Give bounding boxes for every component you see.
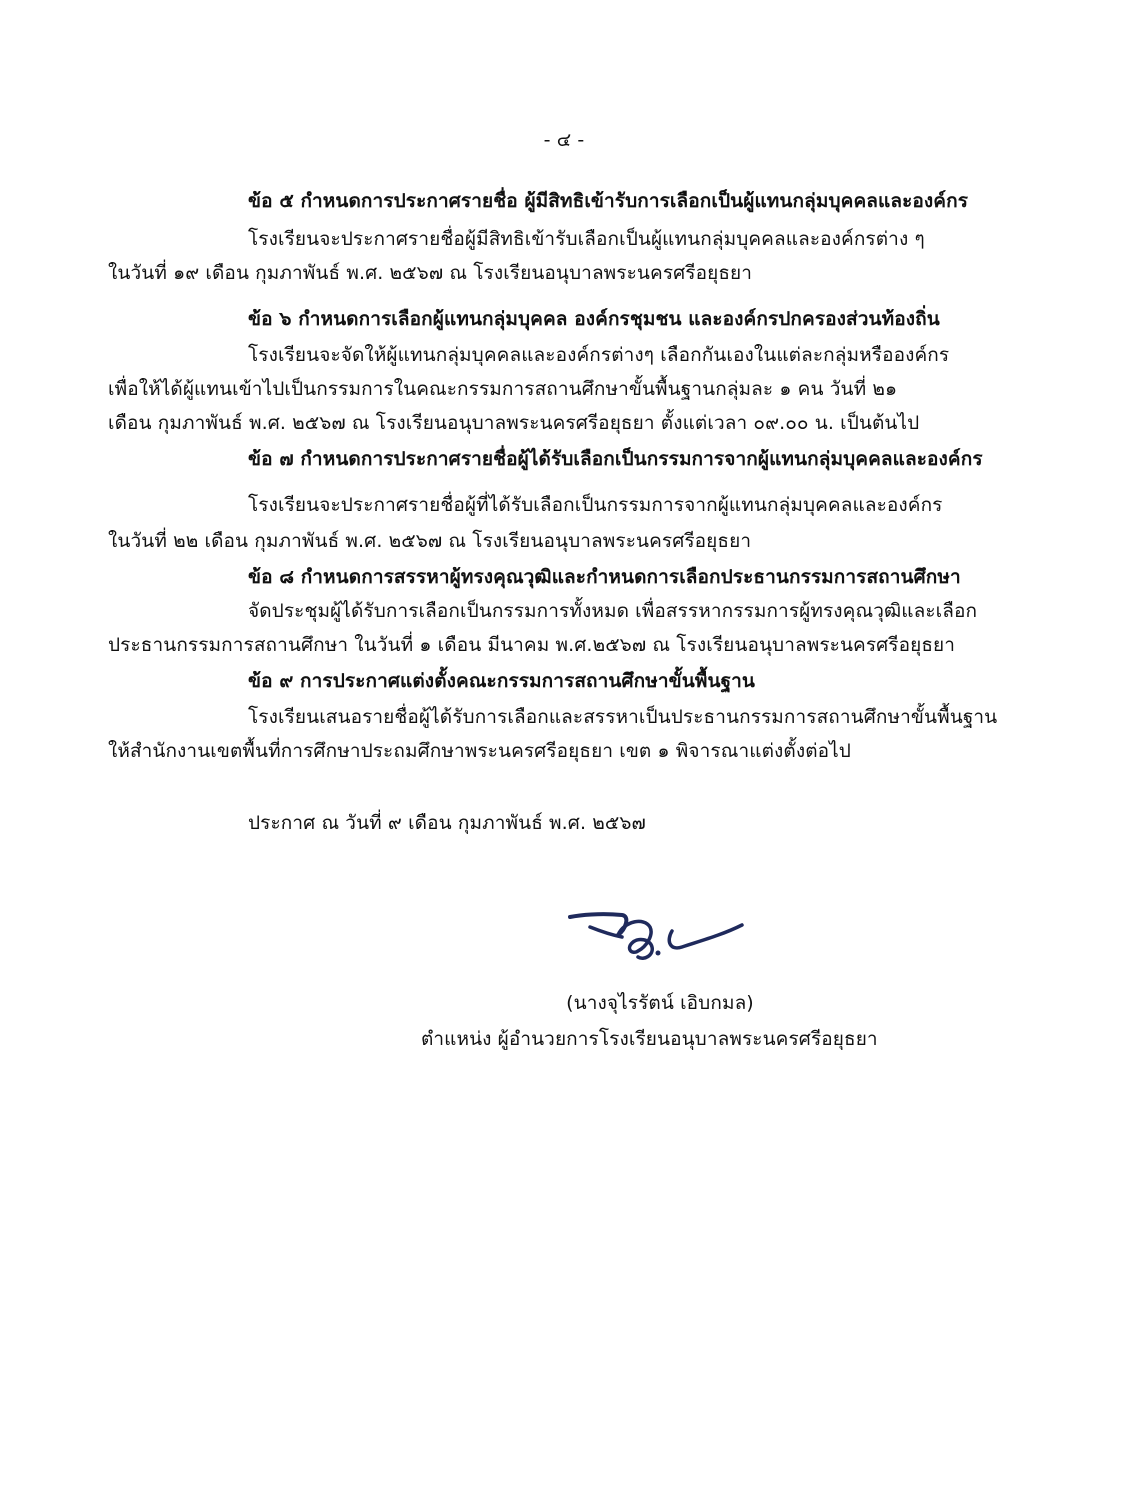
section-8-line-1: จัดประชุมผู้ได้รับการเลือกเป็นกรรมการทั้งหมด เพื่อสรรหากรรมการผู้ทรงคุณวุฒิและเลือก <box>248 600 978 622</box>
section-6-line-1: โรงเรียนจะจัดให้ผู้แทนกลุ่มบุคคลและองค์กรต่างๆ เลือกกันเองในแต่ละกลุ่มหรือองค์กร <box>248 344 950 366</box>
section-7-line-1: โรงเรียนจะประกาศรายชื่อผู้ที่ได้รับเลือกเป็นกรรมการจากผู้แทนกลุ่มบุคคลและองค์กร <box>248 494 943 516</box>
section-5-heading: ข้อ ๕ กำหนดการประกาศรายชื่อ ผู้มีสิทธิเข้ารับการเลือกเป็นผู้แทนกลุ่มบุคคลและองค์กร <box>248 190 968 212</box>
section-6-line-2: เพื่อให้ได้ผู้แทนเข้าไปเป็นกรรมการในคณะกรรมการสถานศึกษาขั้นพื้นฐานกลุ่มละ ๑ คน วันที่ ๒๑ <box>108 378 898 400</box>
section-5-line-1: โรงเรียนจะประกาศรายชื่อผู้มีสิทธิเข้ารับเลือกเป็นผู้แทนกลุ่มบุคคลและองค์กรต่าง ๆ <box>248 228 925 250</box>
section-8-line-2: ประธานกรรมการสถานศึกษา ในวันที่ ๑ เดือน มีนาคม พ.ศ.๒๕๖๗ ณ โรงเรียนอนุบาลพระนครศรีอยุธยา <box>108 634 956 656</box>
section-9-line-2: ให้สำนักงานเขตพื้นที่การศึกษาประถมศึกษาพระนครศรีอยุธยา เขต ๑ พิจารณาแต่งตั้งต่อไป <box>108 740 851 762</box>
section-9-heading: ข้อ ๙ การประกาศแต่งตั้งคณะกรรมการสถานศึกษาขั้นพื้นฐาน <box>248 670 756 692</box>
signer-name: (นางจุไรรัตน์ เอิบกมล) <box>566 992 754 1014</box>
section-8-heading: ข้อ ๘ กำหนดการสรรหาผู้ทรงคุณวุฒิและกำหนดการเลือกประธานกรรมการสถานศึกษา <box>248 566 961 588</box>
page-number: - ๔ - <box>543 129 585 151</box>
section-7-line-2: ในวันที่ ๒๒ เดือน กุมภาพันธ์ พ.ศ. ๒๕๖๗ ณ โรงเรียนอนุบาลพระนครศรีอยุธยา <box>108 530 752 552</box>
section-6-heading: ข้อ ๖ กำหนดการเลือกผู้แทนกลุ่มบุคคล องค์กรชุมชน และองค์กรปกครองส่วนท้องถิ่น <box>248 308 940 330</box>
section-7-heading: ข้อ ๗ กำหนดการประกาศรายชื่อผู้ได้รับเลือกเป็นกรรมการจากผู้แทนกลุ่มบุคคลและองค์กร <box>248 448 983 470</box>
section-6-line-3: เดือน กุมภาพันธ์ พ.ศ. ๒๕๖๗ ณ โรงเรียนอนุบาลพระนครศรีอยุธยา ตั้งแต่เวลา ๐๙.๐๐ น. เป็นต้นไป <box>108 412 920 434</box>
signer-position: ตำแหน่ง ผู้อำนวยการโรงเรียนอนุบาลพระนครศรีอยุธยา <box>421 1028 878 1050</box>
announcement-date: ประกาศ ณ วันที่ ๙ เดือน กุมภาพันธ์ พ.ศ. ๒๕๖๗ <box>248 812 646 834</box>
signature-mark <box>560 905 750 975</box>
section-5-line-2: ในวันที่ ๑๙ เดือน กุมภาพันธ์ พ.ศ. ๒๕๖๗ ณ โรงเรียนอนุบาลพระนครศรีอยุธยา <box>108 262 753 284</box>
section-9-line-1: โรงเรียนเสนอรายชื่อผู้ได้รับการเลือกและสรรหาเป็นประธานกรรมการสถานศึกษาขั้นพื้นฐาน <box>248 706 998 728</box>
